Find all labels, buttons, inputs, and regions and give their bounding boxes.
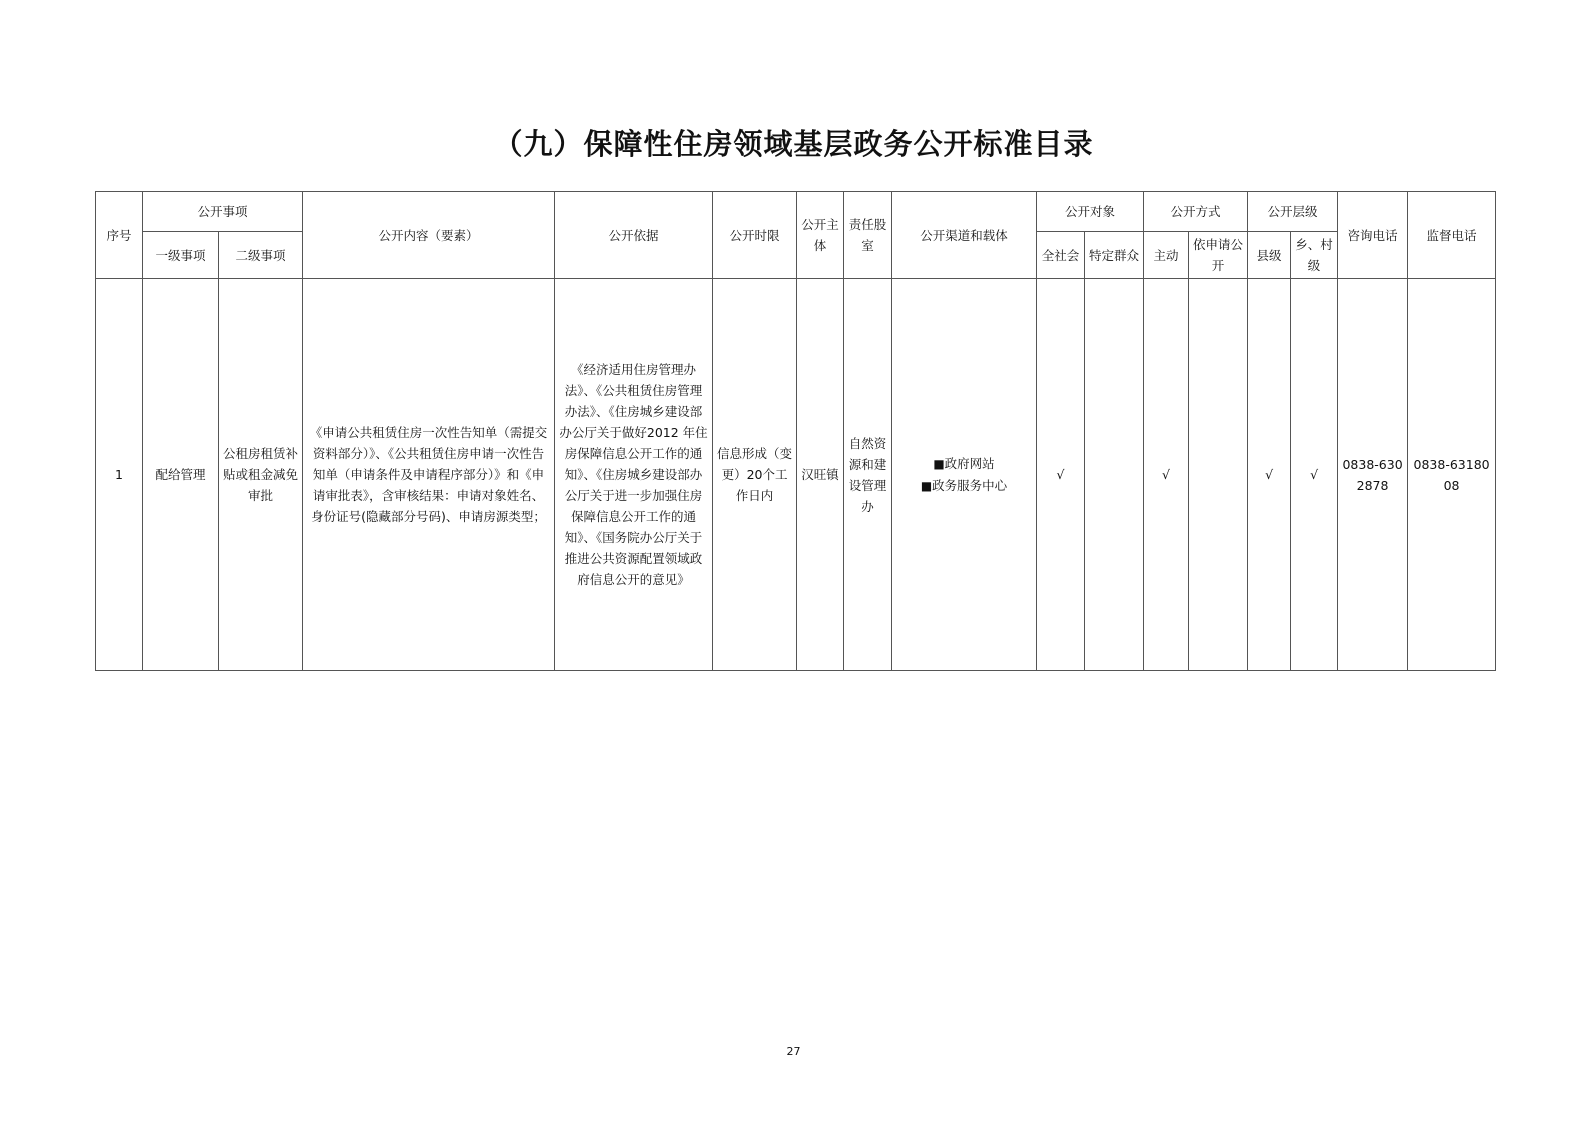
catalog-table: [95, 191, 1496, 671]
col-header-item-l2: 二级事项: [219, 232, 303, 279]
cell-level-county: √: [1248, 279, 1291, 671]
cell-target-specific: [1085, 279, 1144, 671]
header-row-1: [96, 192, 1496, 232]
cell-basis: 《经济适用住房管理办法》、《公共租赁住房管理办法》、《住房城乡建设部办公厅关于做好2012 年住房保障信息公开工作的通知》、《住房城乡建设部办公厅关于进一步加强住房保障信息公开工作的通知》、《国务院办公厅关于推进公共资源配置领域政府信息公开的意见》: [555, 279, 713, 671]
col-header-method-request: 依申请公开: [1189, 232, 1248, 279]
col-header-method: 公开方式: [1144, 192, 1248, 232]
cell-item-l1: 配给管理: [143, 279, 219, 671]
cell-method-active: √: [1144, 279, 1189, 671]
col-header-dept: 责任股室: [844, 192, 892, 279]
channel-item: [896, 453, 1032, 475]
col-header-supervise-phone: 监督电话: [1408, 192, 1496, 279]
square-bullet-icon: ■: [933, 456, 945, 471]
table-row: [96, 279, 1496, 671]
col-header-target-all: 全社会: [1037, 232, 1085, 279]
cell-supervise-phone: 0838-6318008: [1408, 279, 1496, 671]
col-header-level-county: 县级: [1248, 232, 1291, 279]
cell-dept: 自然资源和建设管理办: [844, 279, 892, 671]
col-header-basis: 公开依据: [555, 192, 713, 279]
col-header-method-active: 主动: [1144, 232, 1189, 279]
cell-consult-phone: 0838-6302878: [1338, 279, 1408, 671]
cell-seq: 1: [96, 279, 143, 671]
channel-label: 政府网站: [944, 455, 995, 471]
col-header-seq: 序号: [96, 192, 143, 279]
col-header-target: 公开对象: [1037, 192, 1144, 232]
col-header-time-limit: 公开时限: [713, 192, 797, 279]
col-header-item-l1: 一级事项: [143, 232, 219, 279]
square-bullet-icon: ■: [920, 478, 933, 493]
cell-channel: [892, 279, 1037, 671]
cell-time-limit: 信息形成（变更）20个工作日内: [713, 279, 797, 671]
col-header-level: 公开层级: [1248, 192, 1338, 232]
col-header-content: 公开内容（要素）: [303, 192, 555, 279]
col-header-subject: 公开主体: [797, 192, 844, 279]
cell-item-l2: 公租房租赁补贴或租金减免审批: [219, 279, 303, 671]
col-header-item: 公开事项: [143, 192, 303, 232]
page-title: （九）保障性住房领域基层政务公开标准目录: [493, 127, 1094, 161]
channel-label: 政务服务中心: [932, 477, 1008, 493]
page-number: 27: [786, 1045, 801, 1058]
col-header-consult-phone: 咨询电话: [1338, 192, 1408, 279]
col-header-level-village: 乡、村级: [1291, 232, 1338, 279]
col-header-target-specific: 特定群众: [1085, 232, 1144, 279]
cell-content: 《申请公共租赁住房一次性告知单（需提交资料部分）》、《公共租赁住房申请一次性告知单（申请条件及申请程序部分）》和《申请审批表》，含审核结果：申请对象姓名、身份证号(隐藏部分号码)、申请房源类型；: [303, 279, 555, 671]
cell-subject: 汉旺镇: [797, 279, 844, 671]
cell-level-village: √: [1291, 279, 1338, 671]
cell-method-request: [1189, 279, 1248, 671]
col-header-channel: 公开渠道和载体: [892, 192, 1037, 279]
channel-item: [896, 475, 1032, 497]
cell-target-all: √: [1037, 279, 1085, 671]
